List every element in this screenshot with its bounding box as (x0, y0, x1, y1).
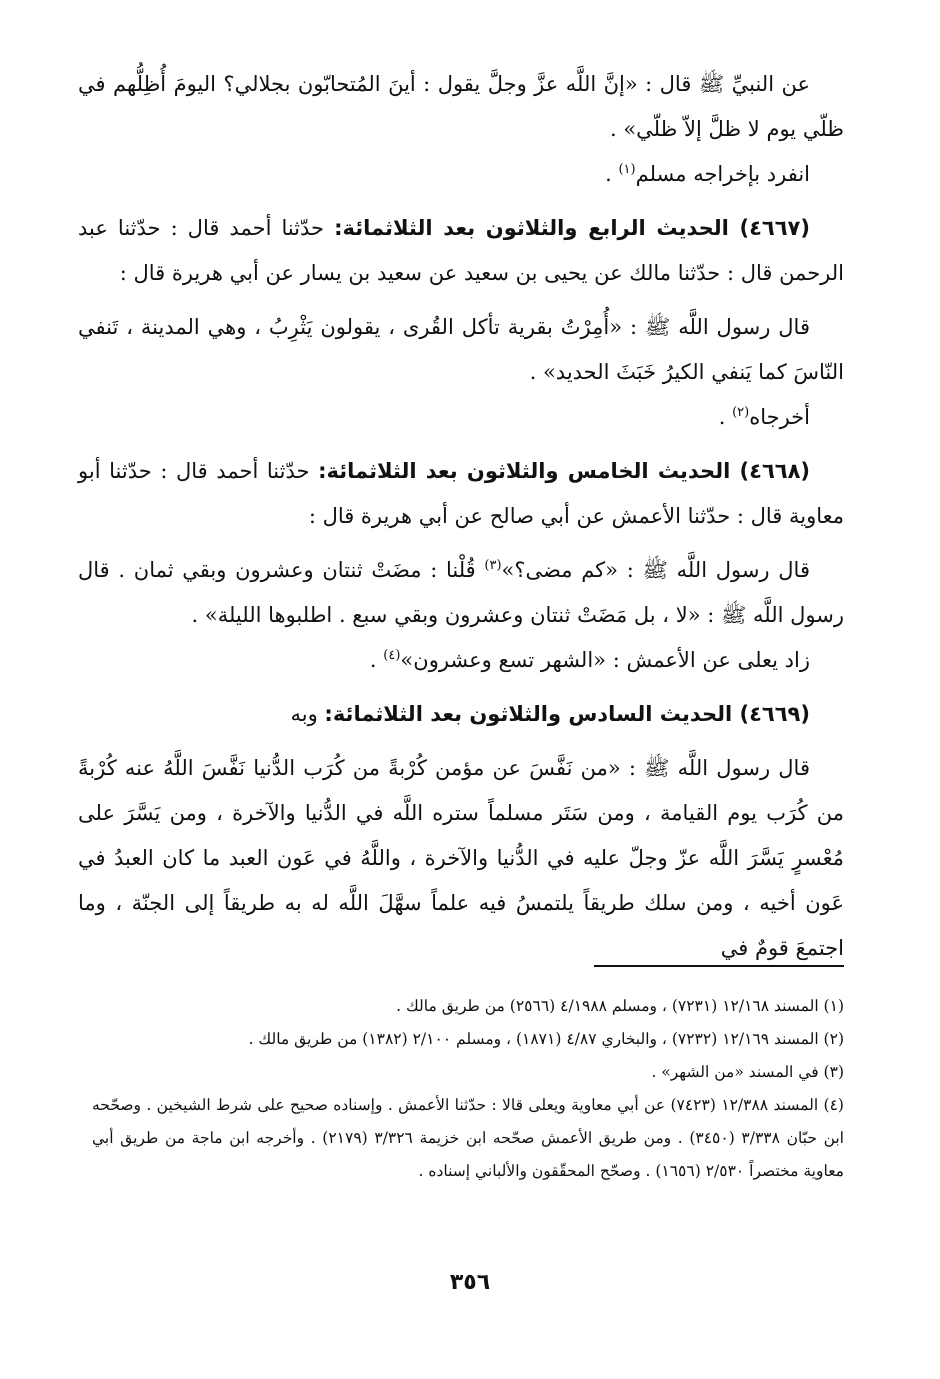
footnotes (92, 990, 844, 1188)
hadith-heading-4667 (78, 206, 844, 296)
source-note-paragraph (78, 395, 844, 440)
hadith-text-paragraph: قال رسول اللَّه ﷺ : «من نَفَّسَ عن مؤمن كُرْبةً من كُرَب الدُّنيا نَفَّسَ اللَّهُ عنه كُرْبةً من كُرَب يوم القيامة ، ومن سَتَر مسلماً ستره اللَّه في الدُّنيا والآخرة ، ومن يَسَّرَ على مُعْسرٍ يَسَّرَ اللَّه عزّ وجلّ عليه في الدُّنيا والآخرة ، واللَّهُ في عَون العبد ما كان العبدُ في عَون أخيه ، ومن سلك طريقاً يلتمسُ فيه علماً سهَّلَ اللَّه له به طريقاً إلى الجنّة ، وما اجتمعَ قومٌ في (78, 756, 844, 960)
footnote-separator (594, 965, 844, 967)
footnote-4: (٤) المسند ١٢/٣٨٨ (٧٤٢٣) عن أبي معاوية ويعلى قالا : حدّثنا الأعمش . وإسناده صحيح على شرط الشيخين . وصحّحه ابن حبّان ٣/٣٣٨ (٣٤٥٠) . ومن طريق الأعمش صحّحه ابن خزيمة ٣/٣٢٦ (٢١٧٩) . وأخرجه ابن ماجة من طريق أبي معاوية مختصراً ٢/٥٣٠ (١٦٥٦) . وصحّح المحقّقون والألباني إسناده . (92, 1096, 844, 1180)
source-note-paragraph (78, 152, 844, 197)
hadith-heading-4668 (78, 449, 844, 539)
footnote-3: (٣) في المسند «من الشهر» . (651, 1063, 844, 1081)
sentence-end: . (718, 405, 733, 429)
footnote-ref-4: (٤) (383, 648, 401, 663)
hadith-isnad: وبه (290, 702, 325, 726)
source-note-text: انفرد بإخراجه مسلم (635, 162, 810, 186)
hadith-heading-title: (٤٦٦٧) الحديث الرابع والثلاثون بعد الثلاثمائة: (334, 216, 810, 240)
hadith-heading-title: (٤٦٦٩) الحديث السادس والثلاثون بعد الثلاثمائة: (324, 702, 810, 726)
hadith-text-paragraph (78, 548, 844, 638)
source-note-text: أخرجاه (749, 405, 810, 429)
footnote-ref-3: (٣) (484, 558, 502, 573)
footnote-ref-2: (٢) (732, 405, 750, 420)
hadith-isnad: حدّثنا أحمد قال : حدّثنا أبو معاوية قال : حدّثنا الأعمش عن أبي صالح عن أبي هريرة قال : (78, 459, 844, 528)
footnote-1: (١) المسند ١٢/١٦٨ (٧٢٣١) ، ومسلم ٤/١٩٨٨ (٢٥٦٦) من طريق مالك . (396, 997, 844, 1015)
addition-note-text: زاد يعلى عن الأعمش : «الشهر تسع وعشرون» (400, 648, 810, 672)
addition-note-paragraph (78, 638, 844, 683)
hadith-text-paragraph: عن النبيِّ ﷺ قال : «إنَّ اللَّه عزَّ وجلَّ يقول : أينَ المُتحابّون بجلالي؟ اليومَ أُظِلُّهم في ظلّي يوم لا ظلَّ إلاّ ظلّي» . (78, 72, 844, 141)
hadith-isnad: حدّثنا أحمد قال : حدّثنا عبد الرحمن قال : حدّثنا مالك عن يحيى بن سعيد عن سعيد بن يسار عن أبي هريرة قال : (78, 216, 844, 285)
hadith-heading-4669 (78, 692, 844, 737)
page-number: ٣٥٦ (449, 1270, 491, 1295)
hadith-text-part: قال رسول اللَّه ﷺ : «كم مضى؟» (501, 558, 810, 582)
sentence-end: . (369, 648, 384, 672)
hadith-text-part: قُلْنا : مضَتْ ثنتان وعشرون وبقي ثمان . قال رسول اللَّه ﷺ : «لا ، بل مَضَتْ ثنتان وعشرون وبقي سبع . اطلبوها الليلة» . (78, 558, 844, 627)
footnote-ref-1: (١) (618, 162, 636, 177)
footnote-2: (٢) المسند ١٢/١٦٩ (٧٢٣٢) ، والبخاري ٤/٨٧ (١٨٧١) ، ومسلم ٢/١٠٠ (١٣٨٢) من طريق مالك . (248, 1030, 844, 1048)
sentence-end: . (605, 162, 619, 186)
hadith-heading-title: (٤٦٦٨) الحديث الخامس والثلاثون بعد الثلاثمائة: (318, 459, 811, 483)
hadith-text-paragraph: قال رسول اللَّه ﷺ : «أُمِرْتُ بقرية تأكل القُرى ، يقولون يَثْرِبُ ، وهي المدينة ، تَنفي النّاسَ كما يَنفي الكيرُ خَبَثَ الحديد» . (78, 315, 844, 384)
